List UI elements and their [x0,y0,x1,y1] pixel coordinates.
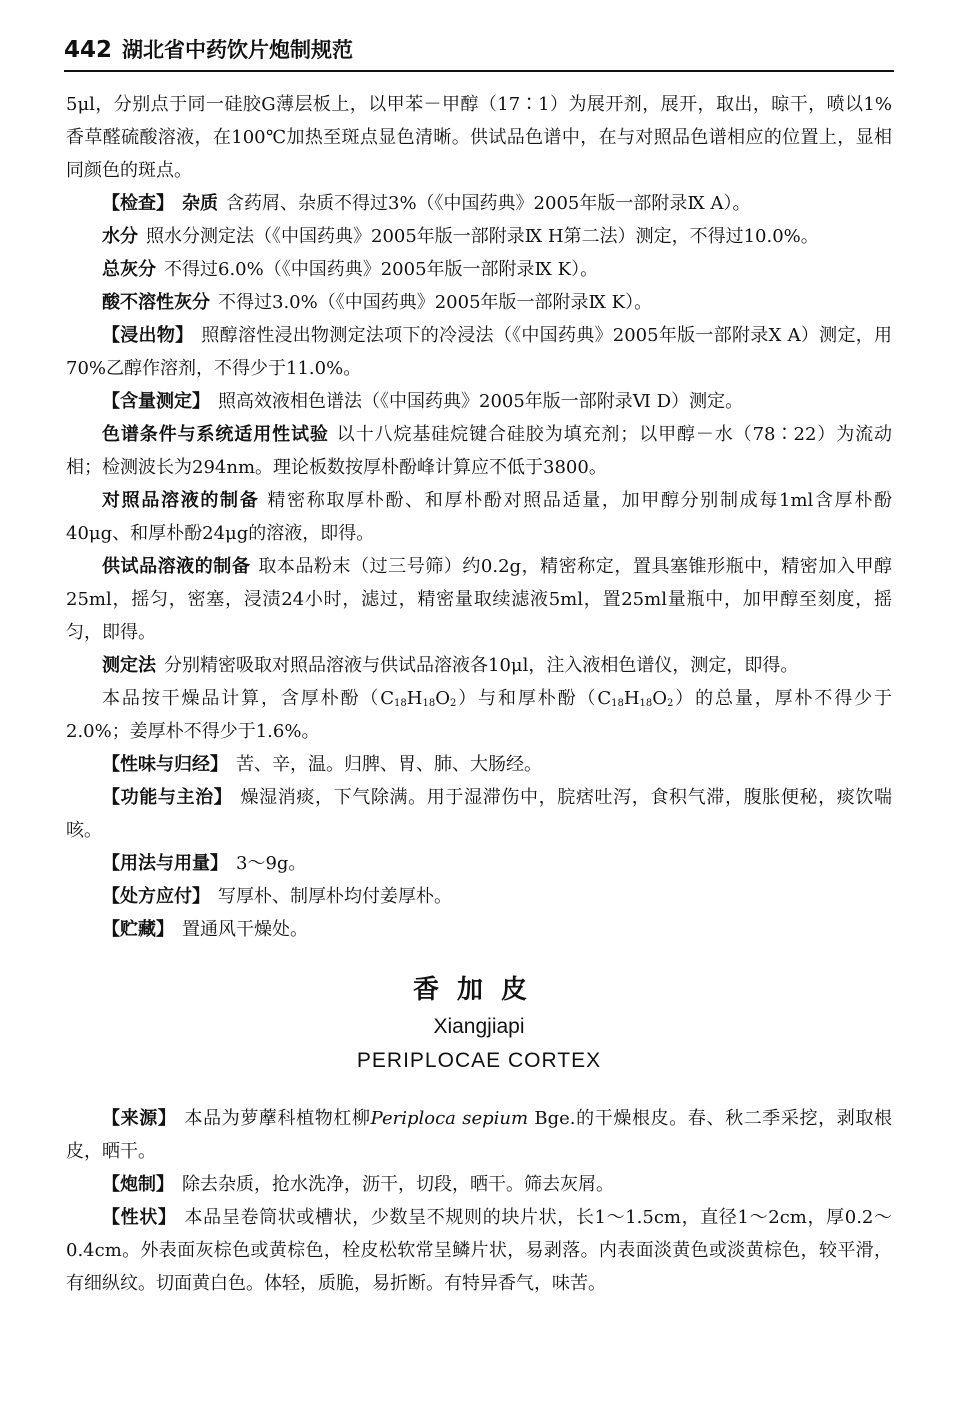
nature-meridian-text: 苦、辛，温。归脾、胃、肺、大肠经。 [236,754,542,775]
sub-label-reference-solution: 对照品溶液的制备 [102,490,260,511]
formula-c-count: 18 [611,698,624,709]
acid-insoluble-ash-text: 不得过3.0%（《中国药典》2005年版一部附录Ⅸ K）。 [218,292,653,313]
section-chromatographic-conditions [66,418,892,484]
page-body [66,88,892,1300]
page-header [64,34,894,72]
section-dosage [66,847,892,880]
formula-o-count: 2 [667,698,674,709]
section-label-function-indication: 【功能与主治】 [102,787,233,808]
title-pinyin: Xiangjiapi [433,1015,525,1038]
section-acid-insoluble-ash [66,286,892,319]
section-reference-solution [66,484,892,550]
sub-label-chromatographic-conditions: 色谱条件与系统适用性试验 [102,424,329,445]
sub-label-total-ash: 总灰分 [102,259,156,280]
formula-o: O [435,688,450,709]
function-indication-text: 燥湿消痰，下气除满。用于湿滞伤中，脘痞吐泻，食积气滞，腹胀便秘，痰饮喘咳。 [66,787,893,841]
section-label-source: 【来源】 [102,1108,177,1129]
prescription-text: 写厚朴、制厚朴均付姜厚朴。 [218,886,452,907]
section-total-ash [66,253,892,286]
storage-text: 置通风干燥处。 [182,919,308,940]
section-inspection [66,187,892,220]
processing-text: 除去杂质，抢水洗净，沥干，切段，晒干。筛去灰屑。 [182,1174,614,1195]
book-title: 湖北省中药饮片炮制规范 [122,38,354,62]
formula-h-count: 18 [639,698,653,709]
formula-c: C [597,688,612,709]
total-ash-text: 不得过6.0%（《中国药典》2005年版一部附录Ⅸ K）。 [164,259,599,280]
section-label-dosage: 【用法与用量】 [102,853,228,874]
source-text-2: Bge.的干燥根皮。春、秋二季采挖，剥取根皮，晒干。 [66,1108,893,1162]
section-extract [66,319,892,385]
section-assay [66,385,892,418]
inspection-text: 含药屑、杂质不得过3%（《中国药典》2005年版一部附录Ⅸ A）。 [226,193,751,214]
section-storage [66,913,892,946]
monograph-title [66,970,892,1078]
formula-honokiol [597,688,673,709]
sub-label-moisture: 水分 [102,226,138,247]
content-limit-text-2: ）与和厚朴酚（ [456,688,598,709]
section-label-assay: 【含量测定】 [102,391,210,412]
reference-solution-text: 精密称取厚朴酚、和厚朴酚对照品适量，加甲醇分别制成每1ml含厚朴酚40μg、和厚朴酚24μg的溶液，即得。 [66,490,893,544]
section-label-prescription: 【处方应付】 [102,886,210,907]
formula-c: C [380,688,395,709]
source-text-1: 本品为萝藦科植物杠柳 [184,1108,371,1129]
section-label-nature-meridian: 【性味与归经】 [102,754,228,775]
section-label-inspection: 【检查】 [102,193,174,214]
title-chinese: 香加皮 [412,975,545,1005]
title-latin: PERIPLOCAE CORTEX [356,1049,602,1072]
section-label-processing: 【炮制】 [102,1174,174,1195]
section-label-storage: 【贮藏】 [102,919,174,940]
section-test-solution [66,550,892,649]
formula-h-count: 18 [422,698,436,709]
section-label-description: 【性状】 [102,1207,177,1228]
extract-text: 照醇溶性浸出物测定法项下的冷浸法（《中国药典》2005年版一部附录Ⅹ A）测定，用70%乙醇作溶剂，不得少于11.0%。 [66,325,892,379]
content-limit-text-1: 本品按干燥品计算，含厚朴酚（ [102,688,381,709]
content-limit-text-3: ）的总量，厚朴不得少于2.0%；姜厚朴不得少于1.6%。 [66,688,893,742]
sub-label-procedure: 测定法 [102,655,156,676]
section-label-extract: 【浸出物】 [102,325,194,346]
formula-c-count: 18 [394,698,407,709]
page-number: 442 [64,37,113,63]
formula-magnolol [380,688,456,709]
description-text: 本品呈卷筒状或槽状，少数呈不规则的块片状，长1～1.5cm，直径1～2cm，厚0.2～0.4cm。外表面灰棕色或黄棕色，栓皮松软常呈鳞片状，易剥落。内表面淡黄色或淡黄棕色，较平滑，有细纵纹。切面黄白色。体轻，质脆，易折断。有特异香气，味苦。 [66,1207,893,1294]
section-prescription [66,880,892,913]
chromatographic-conditions-text: 以十八烷基硅烷键合硅胶为填充剂；以甲醇－水（78∶22）为流动相；检测波长为294nm。理论板数按厚朴酚峰计算应不低于3800。 [66,424,892,478]
sub-label-test-solution: 供试品溶液的制备 [102,556,251,577]
section-function-indication [66,781,892,847]
sub-label-impurity: 杂质 [182,193,218,214]
formula-o: O [652,688,668,709]
formula-o-count: 2 [449,698,457,709]
assay-text: 照高效液相色谱法（《中国药典》2005年版一部附录Ⅵ D）测定。 [218,391,744,412]
latin-species-name: Periploca sepium [370,1108,529,1129]
section-source [66,1102,892,1168]
test-solution-text: 取本品粉末（过三号筛）约0.2g，精密称定，置具塞锥形瓶中，精密加入甲醇25ml，摇匀，密塞，浸渍24小时，滤过，精密量取续滤液5ml，置25ml量瓶中，加甲醇至刻度，摇匀，即得。 [66,556,892,643]
moisture-text: 照水分测定法（《中国药典》2005年版一部附录Ⅸ H第二法）测定，不得过10.0%。 [146,226,819,247]
section-content-limit [66,682,892,748]
procedure-text: 分别精密吸取对照品溶液与供试品溶液各10μl，注入液相色谱仪，测定，即得。 [164,655,799,676]
sub-label-acid-insoluble-ash: 酸不溶性灰分 [102,292,210,313]
paragraph-tlc-continued: 5μl，分别点于同一硅胶G薄层板上，以甲苯－甲醇（17∶1）为展开剂，展开，取出，晾干，喷以1%香草醛硫酸溶液，在100℃加热至斑点显色清晰。供试品色谱中，在与对照品色谱相应的位置上，显相同颜色的斑点。 [66,94,892,181]
section-processing [66,1168,892,1201]
dosage-text: 3～9g。 [236,853,307,874]
section-moisture [66,220,892,253]
section-procedure [66,649,892,682]
formula-h: H [406,688,423,709]
section-description [66,1201,892,1300]
section-nature-meridian [66,748,892,781]
formula-h: H [623,688,640,709]
